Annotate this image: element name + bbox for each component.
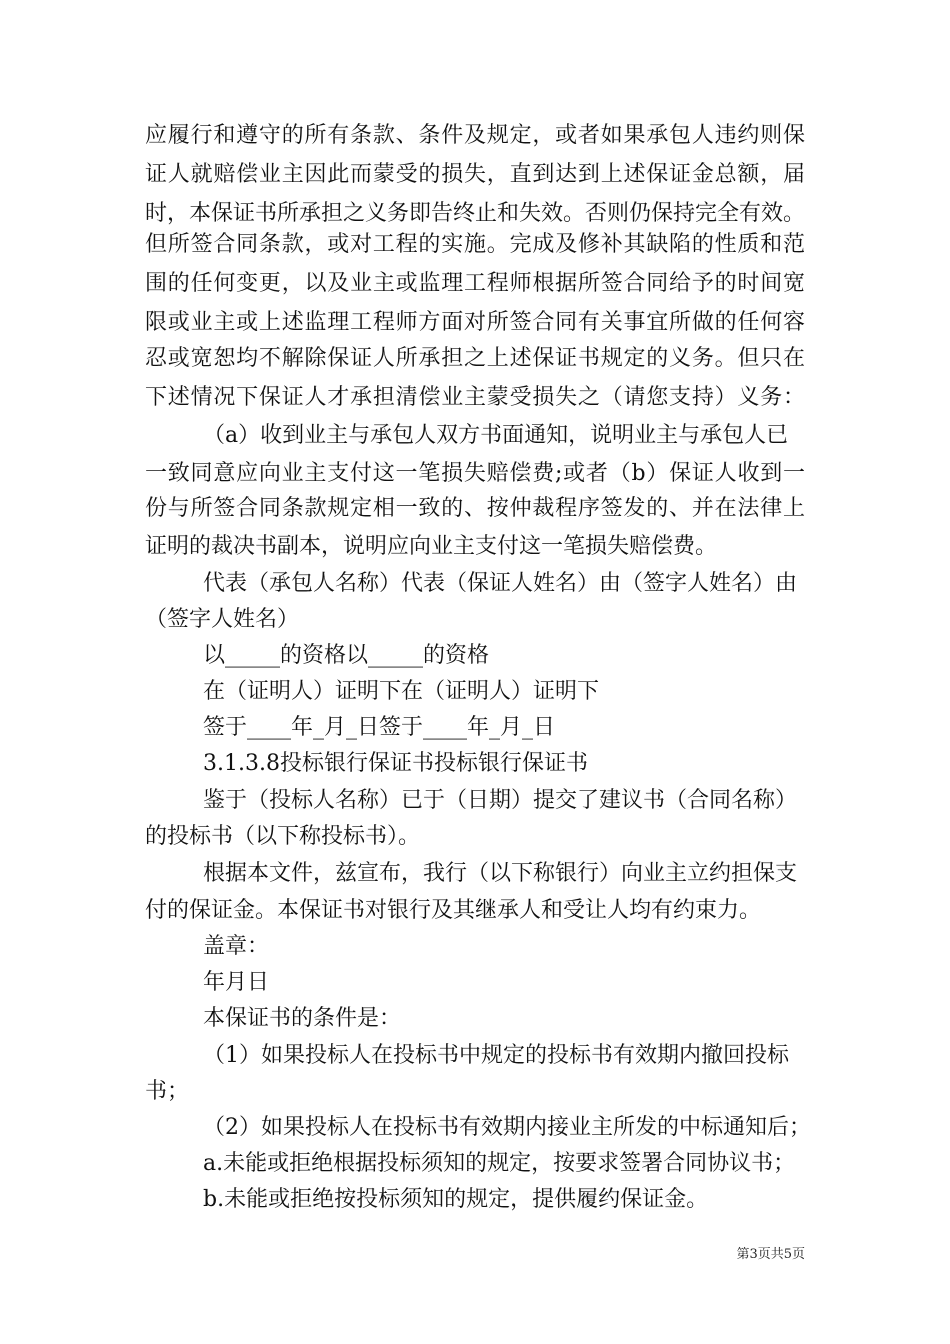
text-line: b.未能或拒绝按投标须知的规定，提供履约保证金。 bbox=[203, 1187, 709, 1212]
text-line: 根据本文件，兹宣布，我行（以下称银行）向业主立约担保支 bbox=[203, 861, 798, 886]
text-line: 本保证书的条件是： bbox=[203, 1006, 402, 1031]
text-line: （a）收到业主与承包人双方书面通知，说明业主与承包人已 bbox=[203, 423, 789, 448]
text-line: 份与所签合同条款规定相一致的、按仲裁程序签发的、并在法律上 bbox=[145, 496, 805, 521]
text-line: 但所签合同条款，或对工程的实施。完成及修补其缺陷的性质和范 bbox=[145, 232, 805, 257]
page-number: 第3页共5页 bbox=[736, 1247, 805, 1262]
text-line: 下述情况下保证人才承担清偿业主蒙受损失之（请您支持）义务： bbox=[145, 385, 805, 410]
text-line: （1）如果投标人在投标书中规定的投标书有效期内撤回投标 bbox=[203, 1043, 789, 1068]
section-heading: 3.1.3.8投标银行保证书投标银行保证书 bbox=[203, 751, 588, 776]
text-line: 付的保证金。本保证书对银行及其继承人和受让人均有约束力。 bbox=[145, 898, 762, 923]
text-line: 证人就赔偿业主因此而蒙受的损失，直到达到上述保证金总额，届 bbox=[145, 162, 805, 187]
text-line: 应履行和遵守的所有条款、条件及规定，或者如果承包人违约则保 bbox=[145, 123, 805, 148]
text-line: 盖章： bbox=[203, 934, 270, 959]
text-line: 年月日 bbox=[203, 970, 270, 995]
text-line: a.未能或拒绝根据投标须知的规定，按要求签署合同协议书； bbox=[203, 1151, 796, 1176]
text-line: 书； bbox=[145, 1079, 190, 1104]
text-line: 代表（承包人名称）代表（保证人姓名）由（签字人姓名）由 bbox=[203, 571, 798, 596]
text-line: 围的任何变更，以及业主或监理工程师根据所签合同给予的时间宽 bbox=[145, 271, 805, 296]
text-line: 以_____的资格以_____的资格 bbox=[203, 643, 490, 668]
text-line: 在（证明人）证明下在（证明人）证明下 bbox=[203, 679, 600, 704]
text-line: 签于____年_月_日签于____年_月_日 bbox=[203, 715, 556, 740]
text-line: 时，本保证书所承担之义务即告终止和失效。否则仍保持完全有效。 bbox=[145, 201, 806, 226]
text-line: （签字人姓名） bbox=[145, 607, 300, 632]
text-line: 限或业主或上述监理工程师方面对所签合同有关事宜所做的任何容 bbox=[145, 310, 805, 335]
text-line: 鉴于（投标人名称）已于（日期）提交了建议书（合同名称） bbox=[203, 788, 798, 813]
text-line: 证明的裁决书副本，说明应向业主支付这一笔损失赔偿费。 bbox=[145, 534, 718, 559]
text-line: 的投标书（以下称投标书）。 bbox=[145, 824, 421, 849]
text-line: 忍或宽恕均不解除保证人所承担之上述保证书规定的义务。但只在 bbox=[145, 346, 805, 371]
text-line: （2）如果投标人在投标书有效期内接业主所发的中标通知后； bbox=[203, 1115, 811, 1140]
text-line: 一致同意应向业主支付这一笔损失赔偿费;或者（b）保证人收到一 bbox=[145, 461, 805, 486]
